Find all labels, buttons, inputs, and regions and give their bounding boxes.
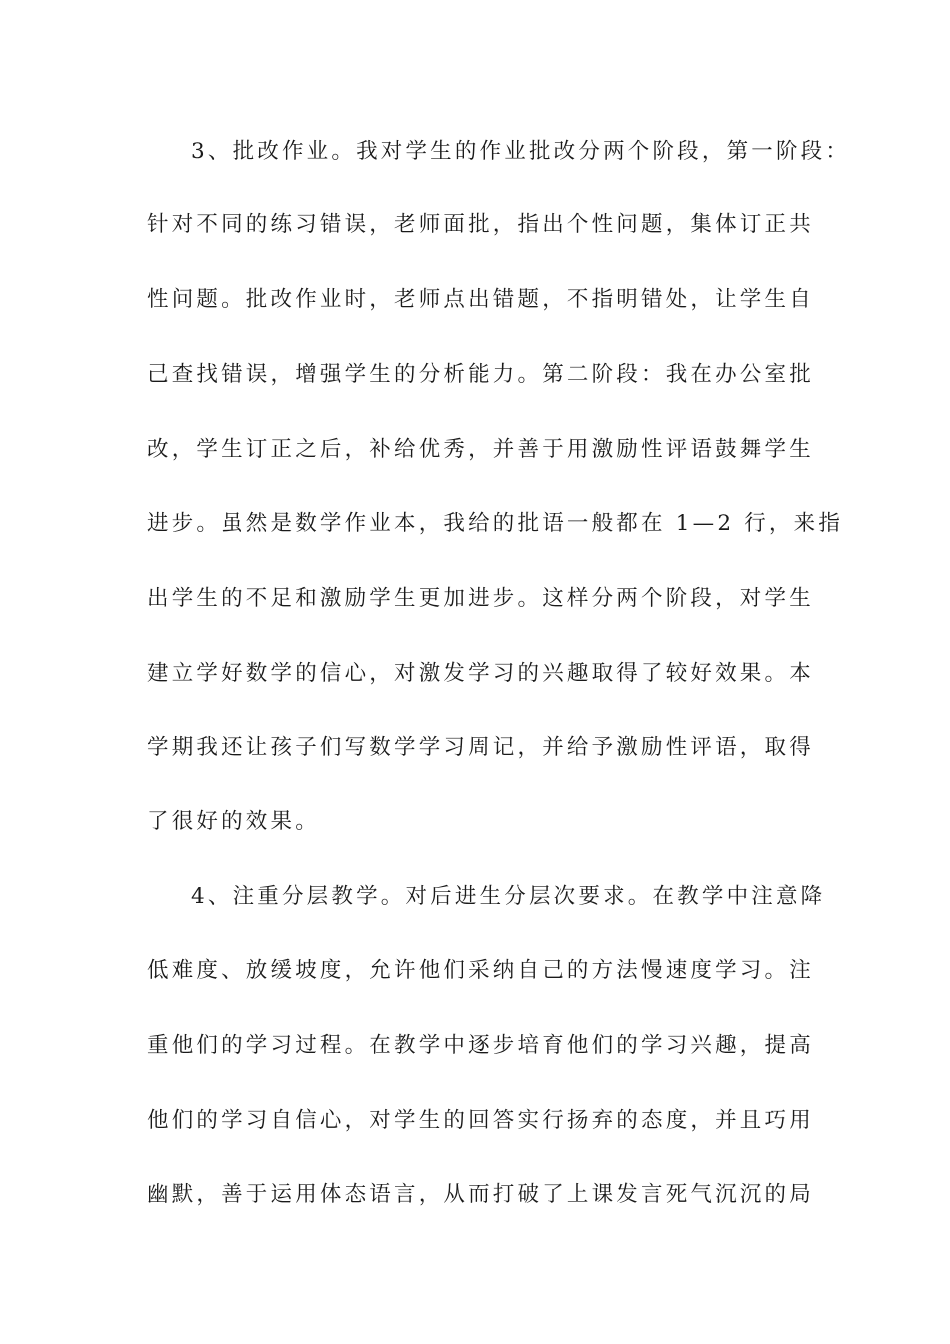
text-line: 进步。虽然是数学作业本，我给的批语一般都在 1—2 行，来指	[147, 511, 844, 536]
text-line: 他们的学习自信心，对学生的回答实行扬弃的态度，并且巧用	[147, 1108, 814, 1133]
text-line: 改，学生订正之后，补给优秀，并善于用激励性评语鼓舞学生	[147, 437, 814, 462]
text-line: 针对不同的练习错误，老师面批，指出个性问题，集体订正共	[147, 212, 814, 237]
text-line: 4、注重分层教学。对后进生分层次要求。在教学中注意降	[191, 884, 826, 909]
text-line: 己查找错误，增强学生的分析能力。第二阶段：我在办公室批	[147, 362, 814, 387]
text-line: 重他们的学习过程。在教学中逐步培育他们的学习兴趣，提高	[147, 1033, 814, 1058]
text-line: 低难度、放缓坡度，允许他们采纳自己的方法慢速度学习。注	[147, 958, 814, 983]
text-line: 了很好的效果。	[147, 809, 320, 834]
text-line: 3、批改作业。我对学生的作业批改分两个阶段，第一阶段：	[191, 139, 851, 164]
text-line: 建立学好数学的信心，对激发学习的兴趣取得了较好效果。本	[147, 661, 814, 686]
text-line: 性问题。批改作业时，老师点出错题，不指明错处，让学生自	[147, 287, 814, 312]
text-line: 出学生的不足和激励学生更加进步。这样分两个阶段，对学生	[147, 586, 814, 611]
text-line: 幽默，善于运用体态语言，从而打破了上课发言死气沉沉的局	[147, 1182, 814, 1207]
text-line: 学期我还让孩子们写数学学习周记，并给予激励性评语，取得	[147, 735, 814, 760]
